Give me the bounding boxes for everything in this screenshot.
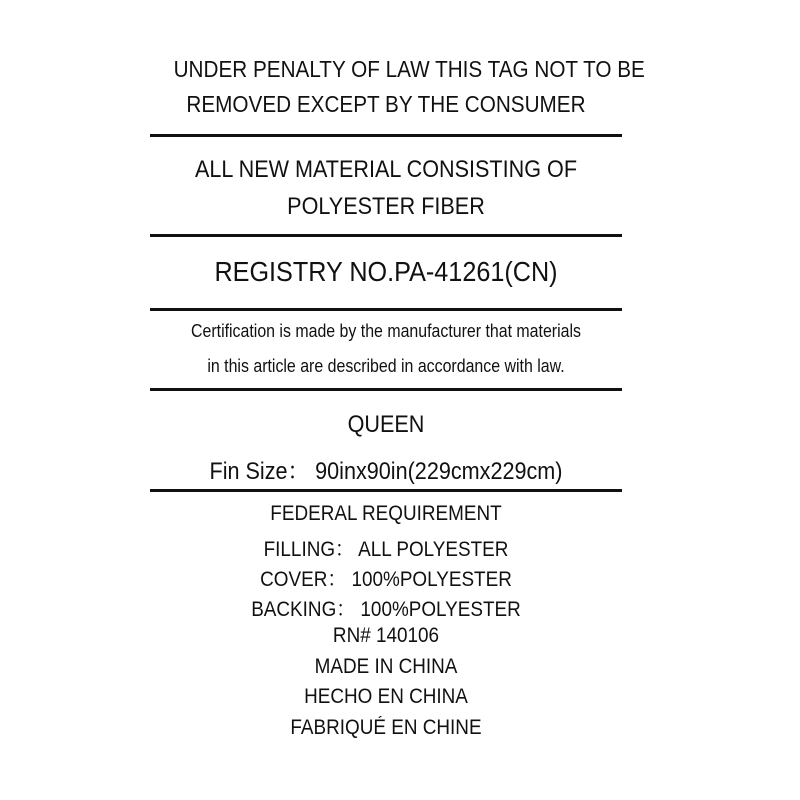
divider	[150, 388, 622, 391]
divider	[150, 234, 622, 237]
warning-line-2: REMOVED EXCEPT BY THE CONSUMER	[186, 91, 586, 117]
federal-heading: FEDERAL REQUIREMENT	[270, 502, 502, 525]
rn-number: RN# 140106	[332, 624, 440, 647]
finished-size: Fin Size： 90inx90in(229cmx229cm)	[209, 458, 563, 485]
warning-line-1: UNDER PENALTY OF LAW THIS TAG NOT TO BE	[173, 56, 645, 82]
certification-line-1: Certification is made by the manufacturer that materials	[191, 320, 581, 341]
origin-french: FABRIQUÉ EN CHINE	[290, 716, 482, 739]
divider	[150, 308, 622, 311]
material-line-2: POLYESTER FIBER	[287, 193, 485, 220]
divider	[150, 134, 622, 137]
size-name: QUEEN	[347, 411, 425, 438]
material-line-1: ALL NEW MATERIAL CONSISTING OF	[194, 156, 578, 183]
backing-content: BACKING： 100%POLYESTER	[251, 598, 521, 621]
law-tag	[150, 0, 645, 800]
cover-content: COVER： 100%POLYESTER	[260, 568, 512, 591]
origin-spanish: HECHO EN CHINA	[304, 685, 468, 708]
origin-english: MADE IN CHINA	[314, 655, 458, 678]
divider	[150, 489, 622, 492]
certification-line-2: in this article are described in accordance with law.	[207, 355, 565, 376]
registry-number: REGISTRY NO.PA-41261(CN)	[214, 256, 558, 287]
filling-content: FILLING： ALL POLYESTER	[263, 538, 509, 561]
